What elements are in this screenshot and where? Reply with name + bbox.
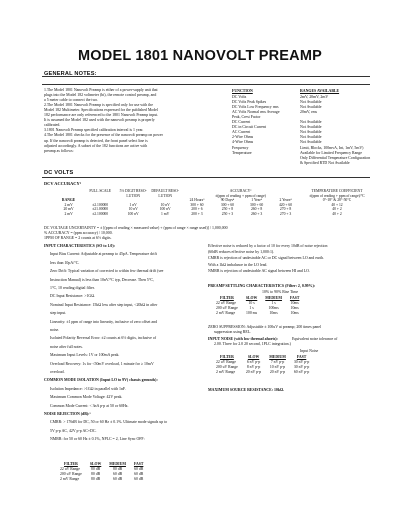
table-cell: 80 dB [90,472,101,476]
max-source-resistance: MAXIMUM SOURCE RESISTANCE: 10kΩ. [208,388,285,392]
function-name: 2-Wire Ohms [232,135,254,140]
accuracy-cell-res-def: 1 mV [161,211,170,216]
function-range: & Specified RTD Not Available [300,160,350,165]
table-cell: 60 nV p-p [293,370,310,374]
table-cell: 10ms [290,311,299,315]
nmrr-table [58,462,145,482]
note-line: calibrated. [44,123,61,128]
table-cell: 1 s [271,301,276,305]
table-cell: 60 dB [134,467,144,471]
accuracy-table [54,189,374,217]
divider [42,177,370,178]
function-range: Limit, Blocks, 100mvA, Int, 1mV, 5mV) [300,145,364,150]
spec-line: Isolation Impedance: >1GΩ in parallel with 1nF. [50,386,126,391]
accuracy-cell-tc: 40 + 2 [332,211,342,216]
table-cell: 60 dB [113,477,123,481]
table-cell: 22 uV Range [216,360,236,364]
accuracy-cell-y1: 300 + 60 [250,202,264,207]
input-noise-heading-right: Equivalent noise tolerance of [292,337,338,341]
spec-line: Isolated Polarity Reversal Error: ±2 counts at 6½ digits, inclusive of [50,336,157,341]
spec-line: 1°C, 10 reading digital filter. [50,286,95,290]
table-cell: 200 uV Range [216,365,238,369]
accuracy-cell-y1: 260 + 8 [250,207,263,212]
table-cell: 80 dB [90,467,101,471]
col-resdef-header: DEFAULT RESO-LUTION [151,189,180,198]
zero-suppression-2: suppression using REL. [214,330,252,334]
table-cell: 30 nV p-p [293,365,310,369]
accuracy-cell-tc: 40 + 2 [332,207,342,212]
function-range: 20mV, rms [300,110,318,115]
accuracy-cell-d90: 250 + 3 [221,211,234,216]
table-cell: 60 dB [113,472,123,476]
function-range: Only Differential Temperature Configuration [300,155,371,160]
dc-note: 1PPM OF RANGE = 2 counts at 6½ digits. [44,236,112,241]
table-cell: 2 mV Range [216,311,236,315]
accuracy-cell-res-def: 10 nV [160,202,170,207]
tempco-header-cell [300,189,374,198]
function-name: DC Volts [232,95,247,99]
spec-line: Maximum Common Mode Voltage: 42V peak. [50,395,123,400]
header-cell: SLOW [247,355,260,359]
accuracy-cell-res-def: 100 nV [159,207,171,212]
dcv-accuracy-label: DCV ACCURACY¹ [44,181,81,186]
settling-table [214,296,301,316]
col-range-label: RANGE [61,198,76,203]
col-tempco-sub: ±(ppm of reading + ppm of range)/°C [309,193,365,198]
accuracy-cell-full-scale: ±2.100000 [92,202,109,207]
table-cell: 200 uV Range [60,472,82,476]
note-line: up. If the nanovolt preamp is detected, the front panel select line is [44,138,148,143]
settling-heading: PREAMP SETTLING CHARACTERISTICS (Filter: 2, 0.99%): [208,284,316,288]
col-tempco-range: 0°-18° & 28°-50°C [322,198,352,203]
table-cell: 100ms [268,306,279,310]
header-cell: FAST [296,355,307,359]
function-range: Not Available [300,135,322,140]
col-full-scale-header: FULL SCALE [89,189,112,193]
table-row [58,477,145,482]
note-line: 4.The Model 1801 checks for the presence of the nanovolt preamp on power [44,133,163,138]
note-line: 182 performance are only referenced to the 1801 Nanovolt Preamp input. [44,113,159,118]
function-name: DC Volts Peak Spikes [232,100,267,104]
function-name: DC in Circuit Current [232,125,267,130]
table-row [214,370,311,375]
ranges-header: RANGES AVAILABLE [300,89,340,93]
header-cell: FILTER [220,355,234,359]
note-line: 2.The Model 1801 Nanovolt Preamp is specified only for use with the [44,103,153,108]
spec-line: CMRR: > 176dB for DC, 50 or 60 Hz ± 0.1%. Ultimate mode signals up to [50,420,168,425]
col-accuracy-header: ACCURACY² [229,189,252,193]
table-cell: 60 dB [134,477,144,481]
table-cell: 80 dB [90,477,101,481]
input-noise-heading: INPUT NOISE (with low thermal ahorts): [208,337,278,341]
function-name: AC Volts Normal rms Average [232,110,280,115]
table-cell: 10 nV p-p [269,365,286,369]
right-spec-line: (60dB reduces effective noise by 1,000:1). [208,250,275,255]
function-range: Not Available [300,130,322,135]
accuracy-cell-y2: 420 + 60 [278,202,293,207]
accuracy-cell-d24: 200 + 6 [191,207,203,212]
spec-line: COMMON MODE ISOLATION (Input LO to 9V) chassis grounds): [44,378,158,383]
right-spec-line: CMRR is rejection of undesirable AC or DC signal between LO and earth. [208,256,324,261]
spec-line: Linearity: ±1 ppm of range into linearity, inclusive of zero offset and [50,319,158,324]
function-range: 2mV, 20mV, 2mV [300,95,329,99]
accuracy-cell-y2: 270 + 3 [279,211,292,216]
header-cell: FILTER [64,462,78,466]
accuracy-cell-d90: 300 + 60 [220,202,235,207]
function-name: DC Volts Low Frequency rms [232,105,279,110]
spec-line: Maximum Input Levels: 1V or 100mA peak. [50,353,120,358]
table-cell: 2 mV Range [60,477,80,481]
col-tempco-header: TEMPERATURE COEFFICIENT [311,189,363,193]
function-name: Temperature [232,150,252,155]
accuracy-cell-tc: 40 + 12 [331,202,343,207]
header-cell: SLOW [245,296,258,300]
col-res6-header: 5½ DIGIT RESO-LUTION [119,189,147,198]
header-cell: SLOW [89,462,102,466]
spec-line: Overload Recovery: 1s for <50mV overload, 1 minute for ≥ 10mV [50,361,154,366]
note-line: plugs into the Model 182 voltmeter (bi), the remote control preamp, and [44,93,157,97]
spec-line: Nominal Input Resistance: 15kΩ less after step input, <20kΩ in after [50,302,158,307]
input-noise-table [214,355,311,375]
accuracy-cell-d24: 200 + 3 [191,211,203,216]
function-range: Not Available [300,140,322,145]
accuracy-cell-d24: 300 + 60 [190,202,204,207]
col-2y: 2 Years⁴ [279,198,292,203]
header-cell: MEDIUM [109,462,126,466]
table-cell: 30 nV p-p [293,360,310,364]
note-line: It is assumed the Model 182 used with the nanovolt preamp is properly [44,118,155,123]
accuracy-cell-full-scale: ±21.00000 [92,207,109,212]
divider [42,84,370,85]
function-range: Available for Limited Frequency Range [300,150,362,155]
function-name: Peak, Crest Factor [232,115,261,120]
accuracy-cell-res-6: 100 nV [127,211,139,216]
function-name: AC Current [232,130,251,135]
dc-note: % ACCURACY = (ppm accuracy) / 10,000. [44,231,113,236]
header-cell: FAST [289,296,300,300]
dc-volts-heading: DC VOLTS [44,170,74,176]
table-cell: 100 ms [246,311,258,315]
function-header: FUNCTION [232,89,253,93]
dc-note: DC VOLTAGE UNCERTAINTY = ± [(ppm of reading × measured value) + (ppm of range × range used)] / 1,000,000 [44,226,228,230]
table-cell: 22 uV Range [60,467,80,471]
input-noise-label: Input Noise [300,349,319,353]
header-cell: FILTER [220,296,234,300]
col-90d: 90 Days⁴ [220,198,235,203]
spec-line: Input Bias Current: Adjustable at preamp to 45pA. Temperature drift [50,252,157,257]
header-cell: FAST [133,462,144,466]
table-row [214,311,301,316]
function-range: Not Available [300,105,322,110]
spec-line: step input. [50,311,67,316]
spec-line: INPUT CHARACTERISTICS (SO to 1.0): [44,244,115,248]
col-24h: 24 Hours³ [189,198,205,203]
table-cell: 10 s [248,301,255,305]
function-range: Not Available [300,125,322,130]
accuracy-row [54,212,374,217]
spec-line: noise. [50,328,60,332]
header-cell: MEDIUM [265,296,282,300]
accuracy-cell-res-6: 10 nV [128,207,138,212]
spec-line: Zero Drift: Typical variation of corrected to within few thermal drift (see [50,269,164,274]
right-spec-line: With a 1kΩ imbalance in the LO lead. [208,262,268,267]
table-cell: 7 nV p-p [270,360,285,364]
accuracy-cell-res-6: 1 nV [129,202,137,207]
input-noise-heading-line2: 2.00. Three for 2.0 20 second, 1PLC integration.) [214,342,291,346]
accuracy-cell-d90: 250 + 8 [221,207,234,212]
spec-line: Common Mode Current: < 3nA p-p at 50 or 60Hz. [50,403,129,408]
table-cell: 60 dB [134,472,144,476]
settling-subheading: 10% to 90% Rise Time [262,290,299,294]
note-line: adjusted accordingly. A subset of the 182 functions are active with [44,143,148,148]
col-range-header [54,189,83,198]
table-cell: 22 uV Range [216,301,236,305]
accuracy-cell-range: 2 mV [64,202,73,207]
spec-line: NOISE REJECTION (dB):³ [44,412,91,416]
spec-line: DC Input Resistance: >1GΩ. [50,294,96,299]
note-line: Model 182 Multimeter. Specifications expressed for the published Model [44,108,158,113]
function-range: Not Available [300,100,322,104]
note-line: 3.1801 Nanovolt Preamp specified calibration interval is 1 year. [44,128,144,133]
general-notes-heading: GENERAL NOTES: [44,71,97,77]
function-name: DC Current [232,120,251,125]
spec-line: Instruction Manual) is less than 10nV/°C typ, Decrease. Then 5°C, [50,277,154,282]
header-cell: MEDIUM [269,355,286,359]
accuracy-cell-full-scale: ±2.100000 [92,211,109,216]
accuracy-cell-y1: 260 + 3 [250,211,263,216]
spec-line: NMRR: for 50 or 60 Hz ± 0.1%, NPLC = 2, Line Sync OFF: [50,437,145,442]
function-name: 4-Wire Ohms [232,140,254,145]
table-cell: 10ms [290,301,299,305]
accuracy-header-cell [181,189,300,198]
table-cell: 200 uV Range [216,306,238,310]
table-cell: 10ms [269,311,278,315]
note-line: a 5 meter cable to connect the two. [44,98,99,103]
function-range: Not Available [300,120,322,125]
accuracy-cell-y2: 270 + 8 [279,207,292,212]
table-cell: 8 nV p-p [246,365,261,369]
accuracy-cell-range: 2 mV [64,211,73,216]
spec-line: less than 10pA/°C. [50,260,80,265]
right-spec-line: Effective noise is reduced by a factor of 10 for every 10dB of noise rejection [208,244,328,248]
col-1y: 1 Year⁴ [251,198,262,203]
note-line: 1.The Model 1801 Nanovolt Preamp is either of a power-supply unit that [44,88,158,92]
table-cell: 20 nV p-p [245,370,262,374]
note-line: preamp as follows: [44,148,74,153]
table-cell: 20 nV p-p [269,370,286,374]
table-cell: 2 mV Range [216,370,236,374]
spec-line: 5V p-p AC, 42V p-p AC+DC. [50,428,97,433]
right-spec-line: NMRR is rejection of undesirable AC signal between HI and LO. [208,268,310,273]
page-title: MODEL 1801 NANOVOLT PREAMP [78,48,322,64]
table-cell: 10ms [290,306,299,310]
table-cell: 6 nV p-p [246,360,261,364]
spec-line: overload. [50,370,65,374]
table-cell: 80 dB [113,467,123,471]
col-accuracy-sub: ±(ppm of reading + ppm of range) [215,193,266,198]
accuracy-cell-range: 20 mV [63,207,74,212]
zero-suppression-1: ZERO SUPPRESSION: Adjustable ± 100uV at preamp; 200 times panel [208,325,322,329]
table-cell: 1 s [249,306,254,310]
spec-line: noise after full notes. [50,344,83,349]
function-name: Frequency [232,145,249,150]
